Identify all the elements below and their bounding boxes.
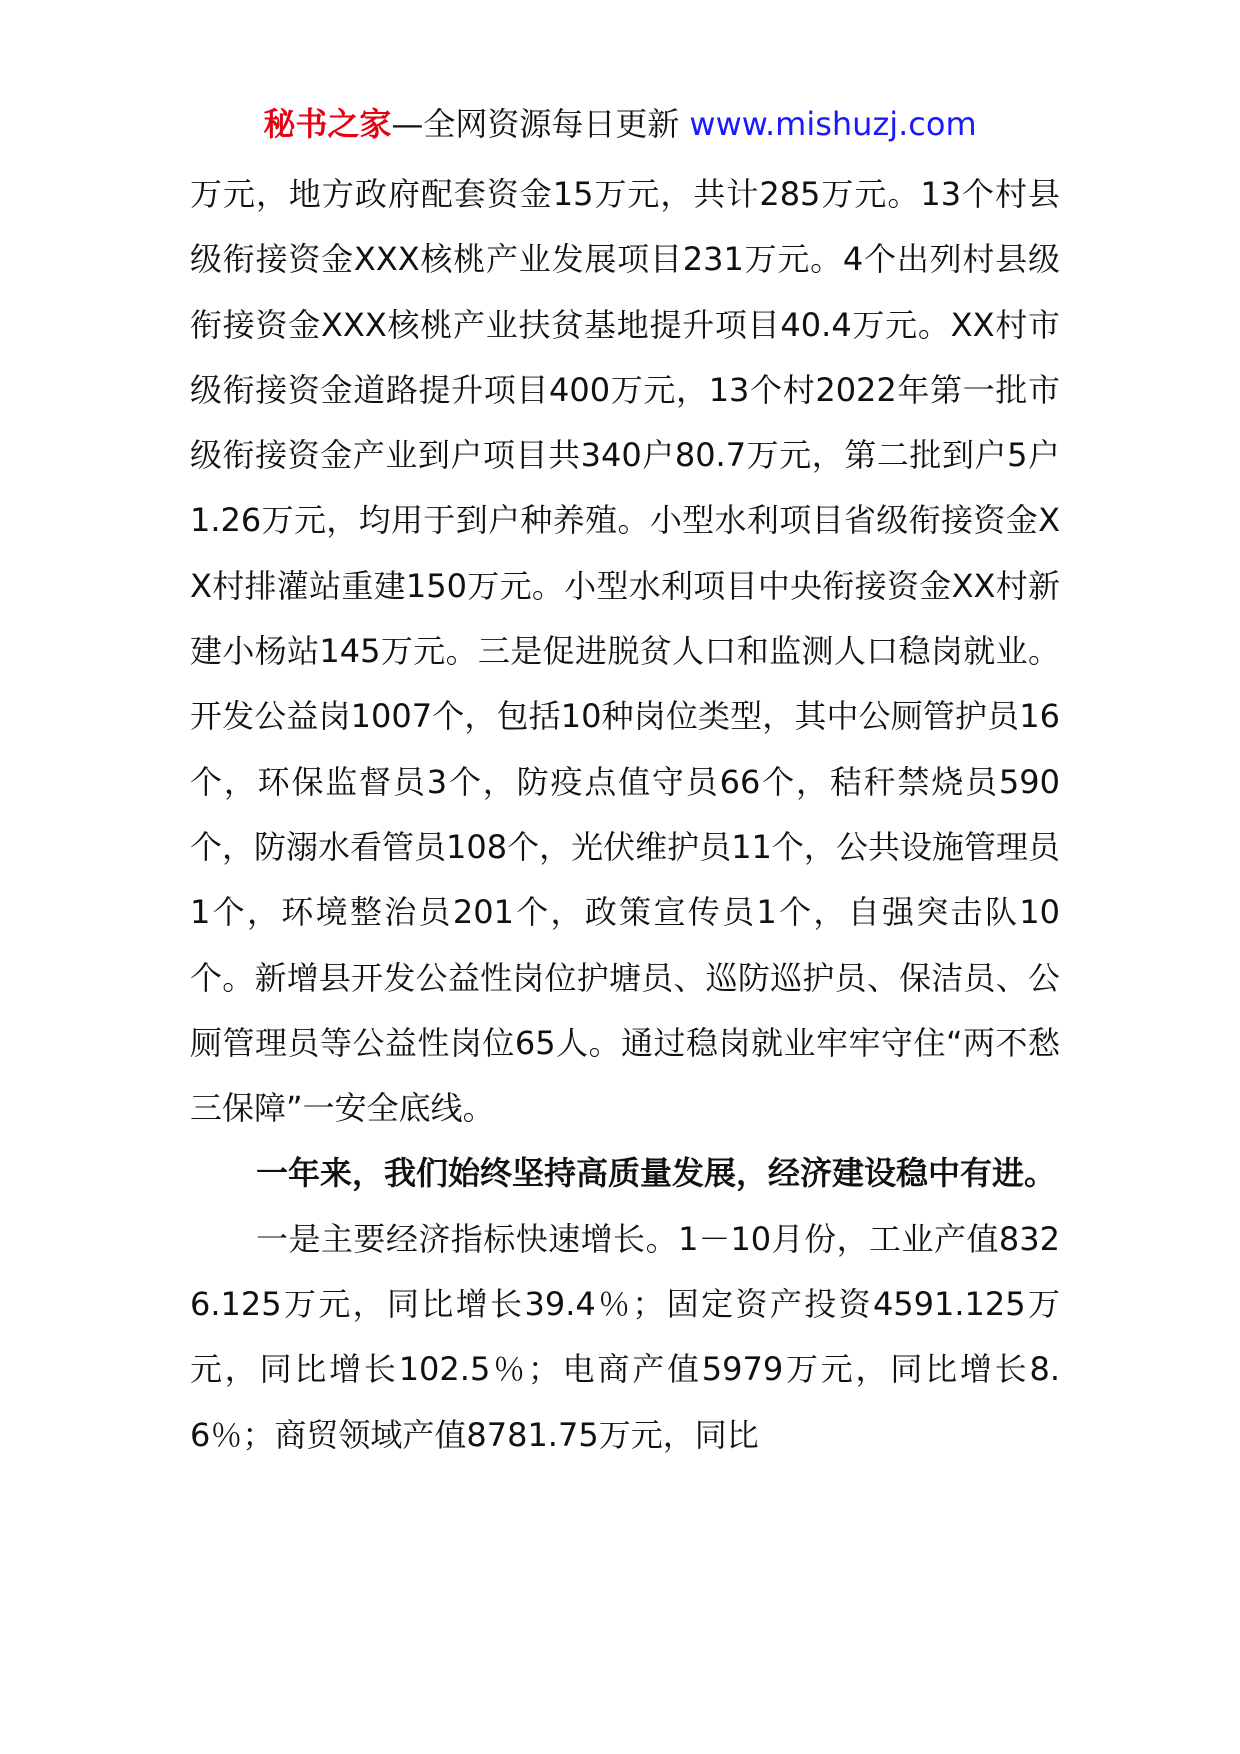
paragraph-economic-indicators: 一是主要经济指标快速增长。1－10月份，工业产值8326.125万元，同比增长39.4％；固定资产投资4591.125万元，同比增长102.5％；电商产值5979万元，同比增长8.6％；商贸领域产值8781.75万元，同比 (190, 1219, 1060, 1454)
site-header (0, 100, 1240, 148)
document-body (190, 162, 1060, 1468)
site-url-link[interactable]: www.mishuzj.com (689, 105, 977, 143)
paragraph-continuation: 万元，地方政府配套资金15万元，共计285万元。13个村县级衔接资金XXX核桃产业发展项目231万元。4个出列村县级衔接资金XXX核桃产业扶贫基地提升项目40.4万元。XX村市级衔接资金道路提升项目400万元，13个村2022年第一批市级衔接资金产业到户项目共340户80.7万元，第二批到户5户1.26万元，均用于到户种养殖。小型水利项目省级衔接资金XX村排灌站重建150万元。小型水利项目中央衔接资金XX村新建小杨站145万元。三是促进脱贫人口和监测人口稳岗就业。开发公益岗1007个，包括10种岗位类型，其中公厕管护员16个，环保监督员3个，防疫点值守员66个，秸秆禁烧员590个，防溺水看管员108个，光伏维护员11个，公共设施管理员1个，环境整治员201个，政策宣传员1个，自强突击队10个。新增县开发公益性岗位护塘员、巡防巡护员、保洁员、公厕管理员等公益性岗位65人。通过稳岗就业牢牢守住“两不愁三保障”一安全底线。 (190, 175, 1060, 1128)
section-heading: 一年来，我们始终坚持高质量发展，经济建设稳中有进。 (256, 1154, 1057, 1193)
site-slogan: —全网资源每日更新 (391, 105, 680, 143)
site-brand: 秘书之家 (263, 105, 392, 143)
